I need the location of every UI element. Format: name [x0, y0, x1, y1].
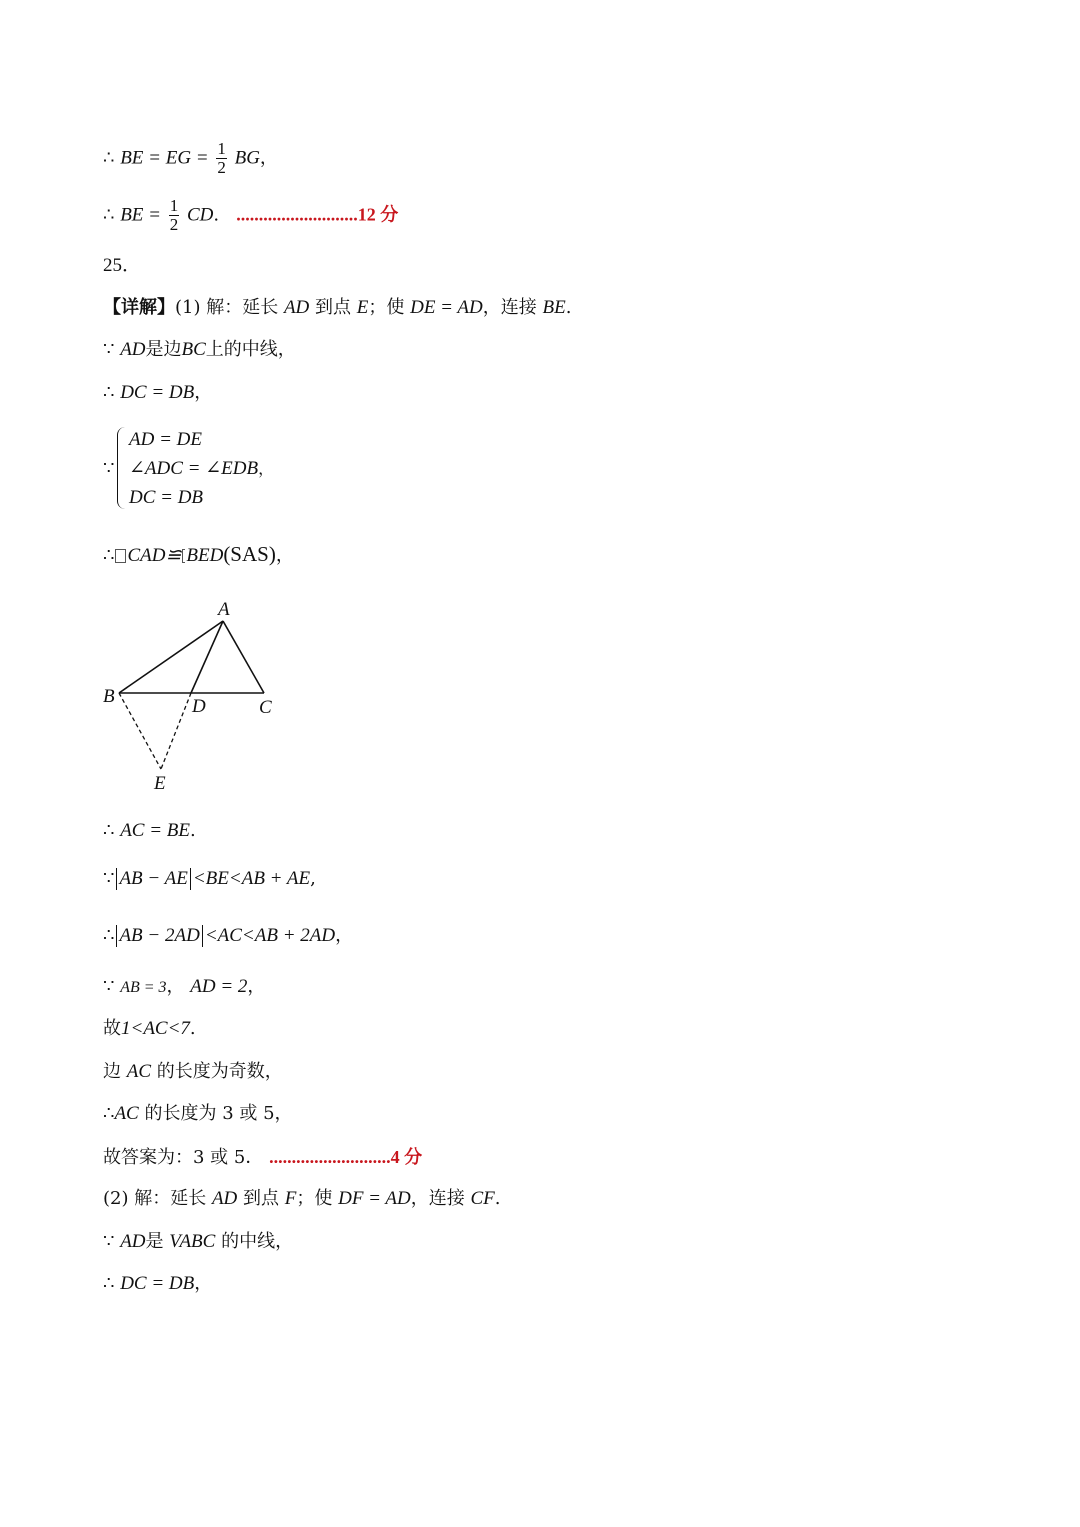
punct: .: [494, 1188, 501, 1209]
abs-bar: [116, 868, 117, 890]
because-symbol: ∵: [103, 458, 115, 479]
punct: ，: [194, 382, 213, 403]
text: 到点: [243, 1188, 280, 1209]
var-f: F: [284, 1188, 297, 1209]
step-ac-odd: [103, 1061, 283, 1083]
dashed-de: [161, 693, 191, 769]
step-dc-db: [103, 382, 212, 404]
text: (2) 解：延长: [103, 1188, 207, 1209]
case-angle-expr: ∠ADC = ∠EDB: [129, 458, 259, 479]
step-ad-median-abc: [103, 1231, 293, 1253]
step-ad-median: [103, 339, 296, 361]
punct: .: [213, 204, 220, 226]
text: ；使: [368, 297, 405, 318]
step-ac-values: [103, 1103, 293, 1125]
detail-line: [103, 297, 571, 319]
punct: ，: [194, 1273, 213, 1294]
score-12: ...........................12 分: [236, 204, 399, 225]
expr: AC = BE: [120, 820, 190, 841]
score-4: ...........................4 分: [269, 1147, 423, 1167]
text: 上的中线，: [205, 339, 296, 360]
ad-value: AD = 2: [190, 976, 248, 997]
case-dc-db: DC = DB: [129, 487, 204, 508]
text: 的中线，: [221, 1231, 294, 1252]
answer-line: [103, 1146, 422, 1169]
punct: .: [190, 820, 196, 841]
triangle-figure: [95, 595, 295, 795]
text: ，连接: [482, 297, 537, 318]
eq-df-ad: DF = AD: [338, 1188, 411, 1209]
ab-value: AB = 3: [120, 979, 167, 996]
expr: <BE<AB + AE: [192, 868, 311, 889]
dashed-be: [119, 693, 161, 769]
abs-bar: [202, 925, 203, 947]
part2-line: [103, 1188, 500, 1210]
punct: ，: [259, 147, 278, 169]
abs-expr: AB − 2AD: [119, 925, 200, 946]
punct: ，: [258, 459, 275, 478]
step-dc-db-2: [103, 1273, 212, 1295]
question-number: [103, 255, 141, 277]
step-given-values: [103, 976, 265, 999]
punct: ，: [247, 976, 266, 997]
punct: ,: [310, 868, 316, 889]
text: 到点: [315, 297, 352, 318]
var-ad: AD: [120, 339, 146, 360]
fraction-half: [216, 140, 227, 177]
text: 边: [103, 1061, 121, 1082]
therefore-symbol: ∴: [103, 204, 115, 226]
step-be-eg-half-bg: [103, 140, 278, 177]
sas: (SAS): [223, 542, 276, 566]
expr: DC = DB: [120, 1273, 195, 1294]
var-ad: AD: [211, 1188, 238, 1209]
sep: ，: [166, 976, 185, 997]
expr: BED: [186, 545, 224, 566]
expr: <AC<AB + 2AD: [204, 925, 336, 946]
case-angles: [129, 456, 274, 485]
text: ，连接: [410, 1188, 465, 1209]
therefore-symbol: ∴: [103, 820, 115, 841]
denominator: 2: [217, 158, 226, 177]
label-a: A: [218, 599, 230, 620]
therefore-symbol: ∴: [103, 925, 115, 946]
abs-bar: [190, 868, 191, 890]
text: 是边: [145, 339, 182, 360]
numerator: 1: [169, 196, 179, 215]
abs-bar: [116, 925, 117, 947]
because-symbol: ∵: [103, 976, 115, 997]
abs-expr: AB − AE: [119, 868, 188, 889]
expr: CAD≌: [127, 545, 182, 566]
text: 故: [103, 1018, 121, 1039]
punct: .: [565, 297, 572, 318]
punct: ，: [335, 925, 354, 946]
left-brace: [117, 427, 128, 509]
numerator: 1: [217, 139, 226, 158]
step-triangle-inequality: [103, 868, 316, 890]
therefore-symbol: ∴: [103, 382, 115, 403]
denominator: 2: [169, 215, 179, 234]
expr: DC = DB: [120, 382, 195, 403]
triangle-icon: [182, 549, 185, 563]
step-ac-range: [103, 925, 353, 947]
var-bc: BC: [181, 339, 206, 360]
because-symbol: ∵: [103, 1231, 115, 1252]
because-symbol: ∵: [103, 868, 115, 889]
triangle-abc: VABC: [169, 1231, 216, 1252]
var-ad: AD: [283, 297, 310, 318]
text: 是: [145, 1231, 164, 1252]
punct: ，: [275, 545, 294, 566]
fraction-half: [169, 197, 180, 234]
expr: BE =: [120, 204, 161, 226]
cases: [129, 427, 274, 514]
case-ad-de: AD = DE: [129, 429, 202, 450]
text: 的长度为 3 或 5，: [144, 1103, 293, 1124]
triangle-icon: [115, 549, 126, 563]
var-e: E: [356, 297, 369, 318]
var-cf: CF: [470, 1188, 495, 1209]
text: (1) 解：延长: [175, 297, 279, 318]
therefore-symbol: ∴: [103, 1273, 115, 1294]
label-e: E: [154, 773, 166, 794]
therefore-symbol: ∴: [103, 147, 115, 169]
label-d: D: [192, 696, 206, 717]
label-c: C: [259, 697, 272, 718]
step-congruent: [103, 543, 294, 567]
var-ac: AC: [114, 1103, 139, 1124]
expr: 1<AC<7: [121, 1018, 190, 1039]
because-symbol: ∵: [103, 339, 115, 360]
var-ad: AD: [120, 1231, 146, 1252]
step-be-half-cd: [103, 197, 398, 234]
punct: .: [189, 1018, 196, 1039]
therefore-symbol: ∴: [103, 545, 115, 566]
text: ；使: [296, 1188, 333, 1209]
therefore-symbol: ∴: [103, 1103, 115, 1124]
edge-ac: [223, 621, 264, 693]
label-b: B: [103, 686, 115, 707]
eq-de-ad: DE = AD: [410, 297, 483, 318]
question-25: 25．: [103, 255, 142, 276]
step-ac-bounds: [103, 1018, 196, 1040]
step-ac-be: [103, 820, 196, 842]
answer-text: 故答案为：3 或 5．: [103, 1147, 264, 1168]
expr: BE = EG =: [120, 147, 209, 169]
expr-tail: CD: [186, 204, 214, 226]
text: 的长度为奇数，: [156, 1061, 283, 1082]
expr-tail: BG: [234, 147, 260, 169]
detail-label: 【详解】: [103, 297, 175, 318]
var-ac: AC: [126, 1061, 152, 1082]
var-be: BE: [542, 297, 566, 318]
